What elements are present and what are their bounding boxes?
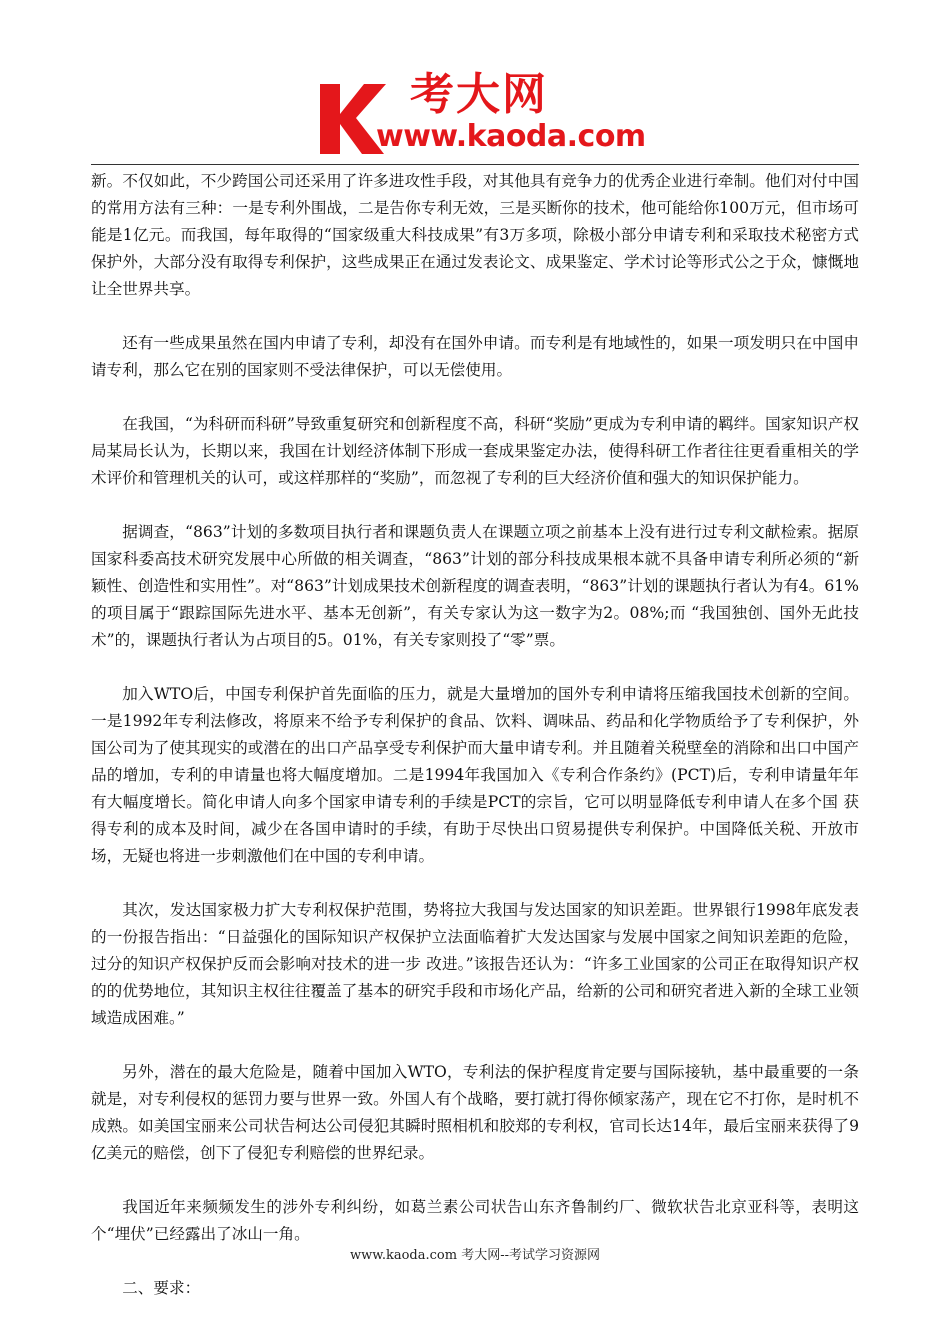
paragraph-8: 我国近年来频频发生的涉外专利纠纷，如葛兰素公司状告山东齐鲁制约厂、微软状告北京亚科等，表明这个“埋伏”已经露出了冰山一角。: [91, 1198, 859, 1243]
logo-url: www.kaoda.com: [376, 119, 646, 154]
logo-chinese-name: 考大网: [410, 69, 548, 120]
paragraph-5: 加入WTO后，中国专利保护首先面临的压力，就是大量增加的国外专利申请将压缩我国技术创新的空间。一是1992年专利法修改，将原来不给予专利保护的食品、饮料、调味品、药品和化学物质给予了专利保护，外国公司为了使其现实的或潜在的出口产品享受专利保护而大量申请专利。并且随着关税壁垒的消除和出口中国产品的增加，专利的申请量也将大幅度增加。二是1994年我国加入《专利合作条约》(PCT)后，专利申请量年年有大幅度增长。简化申请人向多个国家申请专利的手续是PCT的宗旨，它可以明显降低专利申请人在多个国 获得专利的成本及时间，减少在各国申请时的手续，有助于尽快出口贸易提供专利保护。中国降低关税、开放市场，无疑也将进一步刺激他们在中国的专利申请。: [91, 685, 859, 865]
site-logo[interactable]: [318, 69, 648, 158]
header-divider: [91, 164, 859, 165]
section-heading-requirements: 二、要求：: [122, 1279, 201, 1297]
page-footer: www.kaoda.com 考大网--考试学习资源网: [350, 1248, 600, 1263]
paragraph-3: 在我国，“为科研而科研”导致重复研究和创新程度不高，科研“奖励”更成为专利申请的羁绊。国家知识产权局某局长认为，长期以来，我国在计划经济体制下形成一套成果鉴定办法，使得科研工作者往往更看重相关的学术评价和管理机关的认可，或这样那样的“奖励”，而忽视了专利的巨大经济价值和强大的知识保护能力。: [91, 415, 859, 487]
paragraph-6: 其次，发达国家极力扩大专利权保护范围，势将拉大我国与发达国家的知识差距。世界银行1998年底发表的一份报告指出：“日益强化的国际知识产权保护立法面临着扩大发达国家与发展中国家之间知识差距的危险，过分的知识产权保护反而会影响对技术的进一步 改进。”该报告还认为：“许多工业国家的公司正在取得知识产权的的优势地位，其知识主权往往覆盖了基本的研究手段和市场化产品，给新的公司和研究者进入新的全球工业领域造成困难。”: [91, 901, 859, 1027]
paragraph-1: 新。不仅如此，不少跨国公司还采用了许多进攻性手段，对其他具有竞争力的优秀企业进行牵制。他们对付中国的常用方法有三种：一是专利外围战，二是告你专利无效，三是买断你的技术，他可能给你100万元，但市场可能是1亿元。而我国，每年取得的“国家级重大科技成果”有3万多项，除极小部分申请专利和采取技术秘密方式保护外，大部分没有取得专利保护，这些成果正在通过发表论文、成果鉴定、学术讨论等形式公之于众，慷慨地让全世界共享。: [91, 172, 859, 298]
article-body: [91, 168, 859, 1302]
paragraph-2: 还有一些成果虽然在国内申请了专利，却没有在国外申请。而专利是有地域性的，如果一项发明只在中国申请专利，那么它在别的国家则不受法律保护，可以无偿使用。: [91, 334, 859, 379]
paragraph-7: 另外，潜在的最大危险是，随着中国加入WTO，专利法的保护程度肯定要与国际接轨，基中最重要的一条就是，对专利侵权的惩罚力要与世界一致。外国人有个战略，要打就打得你倾家荡产，现在它不打你，是时机不成熟。如美国宝丽来公司状告柯达公司侵犯其瞬时照相机和胶郑的专利权，官司长达14年，最后宝丽来获得了9亿美元的赔偿，创下了侵犯专利赔偿的世界纪录。: [91, 1063, 859, 1162]
paragraph-4: 据调查，“863”计划的多数项目执行者和课题负责人在课题立项之前基本上没有进行过专利文献检索。据原国家科委高技术研究发展中心所做的相关调查，“863”计划的部分科技成果根本就不具备申请专利所必须的“新颖性、创造性和实用性”。对“863”计划成果技术创新程度的调查表明，“863”计划的课题执行者认为有4。61%的项目属于“跟踪国际先进水平、基本无创新”，有关专家认为这一数字为2。08%;而 “我国独创、国外无此技术”的，课题执行者认为占项目的5。01%，有关专家则投了“零”票。: [91, 523, 859, 649]
